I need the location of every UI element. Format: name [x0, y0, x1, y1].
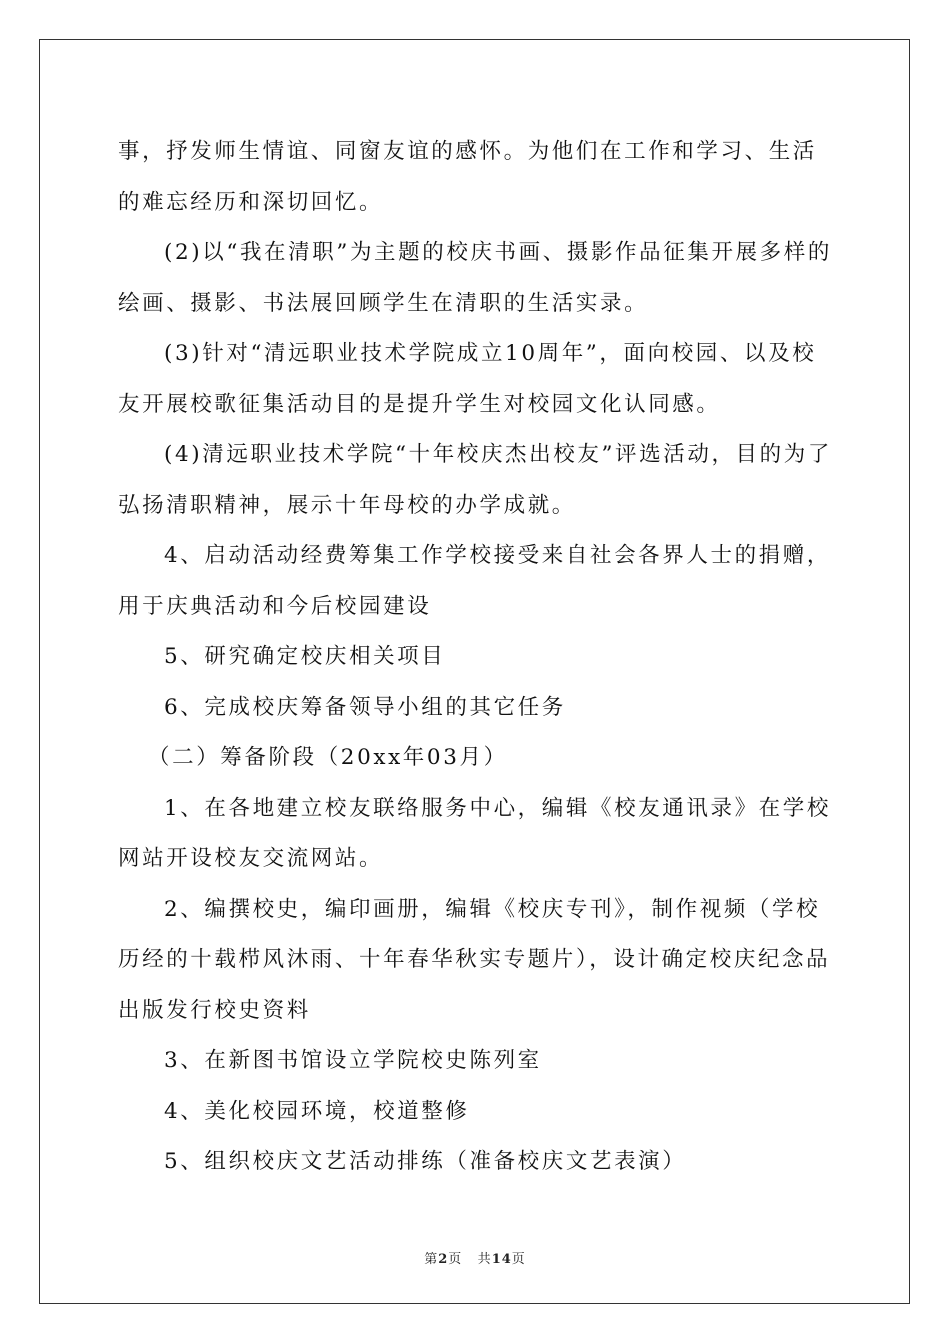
footer-page-number: 2 [438, 1252, 449, 1267]
paragraph-11: 3、在新图书馆设立学院校史陈列室 [164, 1048, 542, 1073]
paragraph-7: 6、完成校庆筹备领导小组的其它任务 [164, 694, 566, 720]
paragraph-1: 事，抒发师生情谊、同窗友谊的感怀。为他们在工作和学习、生活的难忘经历和深切回忆。 [118, 139, 817, 215]
footer-page-prefix: 第 [424, 1252, 439, 1267]
paragraph-6: 5、研究确定校庆相关项目 [164, 644, 446, 669]
document-body [118, 127, 832, 1188]
paragraph-10: 2、编撰校史，编印画册，编辑《校庆专刊》，制作视频（学校历经的十载栉风沐雨、十年春华秋实专题片），设计确定校庆纪念品出版发行校史资料 [118, 896, 831, 1023]
paragraph-13: 5、组织校庆文艺活动排练（准备校庆文艺表演） [164, 1149, 687, 1174]
paragraph-12: 4、美化校园环境，校道整修 [164, 1098, 470, 1124]
page-footer [0, 1248, 950, 1267]
footer-total-prefix: 共 [477, 1252, 492, 1267]
paragraph-4: (4)清远职业技术学院“十年校庆杰出校友”评选活动，目的为了弘扬清职精神，展示十年母校的办学成就。 [118, 442, 832, 518]
paragraph-9: 1、在各地建立校友联络服务中心，编辑《校友通讯录》在学校网站开设校友交流网站。 [118, 795, 831, 871]
paragraph-3: (3)针对“清远职业技术学院成立10周年”，面向校园、以及校友开展校歌征集活动目的是提升学生对校园文化认同感。 [118, 341, 817, 417]
footer-total-pages: 14 [491, 1252, 512, 1267]
paragraph-2: (2)以“我在清职”为主题的校庆书画、摄影作品征集开展多样的绘画、摄影、书法展回顾学生在清职的生活实录。 [118, 240, 832, 316]
footer-page-suffix: 页 [448, 1252, 463, 1267]
section-heading: （二）筹备阶段（20xx年03月） [148, 745, 508, 770]
footer-total-suffix: 页 [511, 1252, 526, 1267]
paragraph-5: 4、启动活动经费筹集工作学校接受来自社会各界人士的捐赠，用于庆典活动和今后校园建设 [118, 543, 831, 619]
